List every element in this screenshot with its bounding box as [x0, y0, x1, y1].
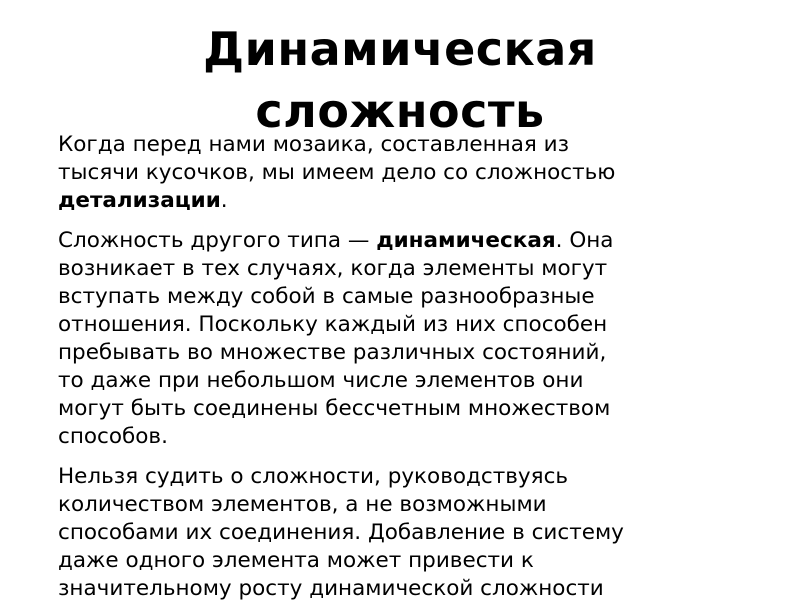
paragraph-1-period: .	[220, 188, 228, 213]
term-dynamic: динамическая	[376, 228, 556, 253]
paragraph-2-line-8: способов.	[58, 424, 168, 449]
paragraph-judging-complexity	[58, 463, 778, 600]
paragraph-1-line-2: тысячи кусочков, мы имеем дело со сложностью	[58, 160, 616, 185]
paragraph-1-line-1: Когда перед нами мозаика, составленная из	[58, 132, 570, 157]
paragraph-2-line-6: то даже при небольшом числе элементов они	[58, 368, 584, 393]
paragraph-2-line-1-start: Сложность другого типа —	[58, 228, 377, 253]
paragraph-2-line-7: могут быть соединены бессчетным множеством	[58, 396, 611, 421]
slide-body	[58, 131, 778, 600]
paragraph-2-line-2: возникает в тех случаях, когда элементы могут	[58, 256, 608, 281]
paragraph-1-line-3	[58, 187, 778, 215]
paragraph-detail-complexity	[58, 131, 778, 215]
term-detail: детализации	[58, 188, 221, 213]
paragraph-2-line-4: отношения. Поскольку каждый из них способен	[58, 312, 608, 337]
slide-title	[0, 18, 800, 142]
paragraph-2-line-3: вступать между собой в самые разнообразные	[58, 284, 595, 309]
paragraph-2-line-5: пребывать во множестве различных состояний,	[58, 340, 607, 365]
paragraph-2-line-1-end: . Она	[555, 228, 614, 253]
slide-title-line-2: сложность	[255, 84, 545, 138]
paragraph-3-line-3: способами их соединения. Добавление в систему	[58, 520, 624, 545]
paragraph-3-line-1: Нельзя судить о сложности, руководствуясь	[58, 464, 569, 489]
paragraph-3-line-5: значительному росту динамической сложности	[58, 576, 604, 600]
paragraph-dynamic-complexity	[58, 227, 778, 451]
slide-title-line-1: Динамическая	[203, 22, 597, 76]
paragraph-3-line-4: даже одного элемента может привести к	[58, 548, 534, 573]
paragraph-3-line-2: количеством элементов, а не возможными	[58, 492, 547, 517]
paragraph-2-line-1	[58, 227, 778, 255]
